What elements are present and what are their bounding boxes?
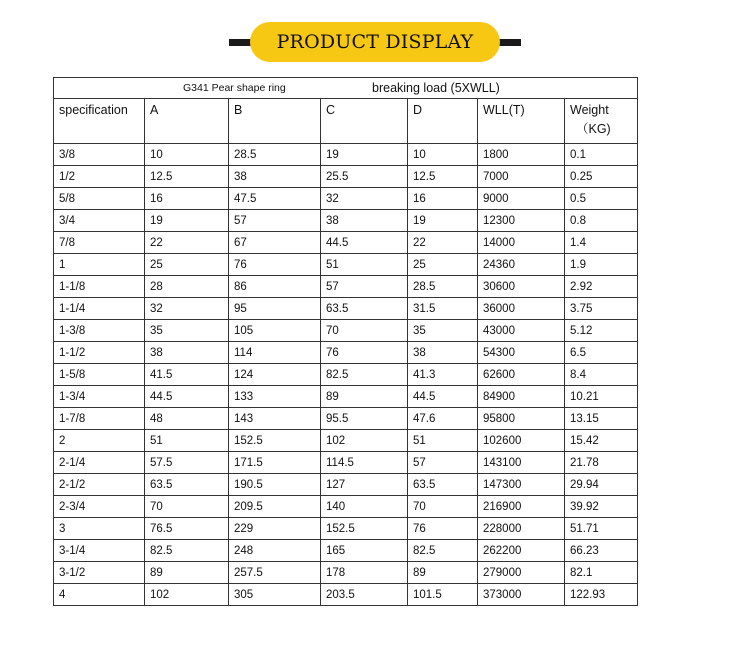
cell-a: 44.5	[145, 386, 229, 408]
cell-b: 28.5	[229, 144, 321, 166]
cell-c: 25.5	[321, 166, 408, 188]
cell-wll: 9000	[478, 188, 565, 210]
cell-weight: 2.92	[565, 276, 638, 298]
cell-spec: 1-3/8	[54, 320, 145, 342]
cell-spec: 1-3/4	[54, 386, 145, 408]
cell-c: 19	[321, 144, 408, 166]
cell-b: 105	[229, 320, 321, 342]
cell-wll: 24360	[478, 254, 565, 276]
cell-weight: 6.5	[565, 342, 638, 364]
banner-title: PRODUCT DISPLAY	[276, 31, 474, 53]
cell-c: 57	[321, 276, 408, 298]
cell-b: 133	[229, 386, 321, 408]
cell-weight: 5.12	[565, 320, 638, 342]
cell-weight: 0.1	[565, 144, 638, 166]
cell-wll: 36000	[478, 298, 565, 320]
cell-d: 63.5	[408, 474, 478, 496]
cell-c: 76	[321, 342, 408, 364]
cell-c: 82.5	[321, 364, 408, 386]
table-row	[54, 386, 638, 408]
cell-wll: 1800	[478, 144, 565, 166]
cell-weight: 122.93	[565, 584, 638, 606]
table-row	[54, 298, 638, 320]
cell-c: 89	[321, 386, 408, 408]
cell-c: 38	[321, 210, 408, 232]
cell-b: 143	[229, 408, 321, 430]
cell-spec: 2-1/2	[54, 474, 145, 496]
table-row	[54, 452, 638, 474]
cell-b: 57	[229, 210, 321, 232]
cell-a: 41.5	[145, 364, 229, 386]
cell-d: 10	[408, 144, 478, 166]
cell-c: 51	[321, 254, 408, 276]
header-a: A	[145, 99, 229, 144]
cell-a: 76.5	[145, 518, 229, 540]
table-row	[54, 518, 638, 540]
cell-d: 70	[408, 496, 478, 518]
table-title-cell	[54, 78, 638, 99]
cell-spec: 2-3/4	[54, 496, 145, 518]
header-d: D	[408, 99, 478, 144]
cell-wll: 12300	[478, 210, 565, 232]
cell-a: 63.5	[145, 474, 229, 496]
cell-d: 25	[408, 254, 478, 276]
cell-weight: 0.25	[565, 166, 638, 188]
cell-a: 12.5	[145, 166, 229, 188]
cell-c: 32	[321, 188, 408, 210]
cell-a: 57.5	[145, 452, 229, 474]
cell-d: 101.5	[408, 584, 478, 606]
table-row	[54, 496, 638, 518]
cell-b: 209.5	[229, 496, 321, 518]
cell-c: 102	[321, 430, 408, 452]
cell-weight: 15.42	[565, 430, 638, 452]
cell-wll: 43000	[478, 320, 565, 342]
cell-d: 57	[408, 452, 478, 474]
cell-weight: 1.9	[565, 254, 638, 276]
cell-spec: 2-1/4	[54, 452, 145, 474]
cell-a: 35	[145, 320, 229, 342]
cell-weight: 29.94	[565, 474, 638, 496]
spec-table	[53, 77, 638, 606]
cell-spec: 2	[54, 430, 145, 452]
cell-wll: 62600	[478, 364, 565, 386]
cell-weight: 0.8	[565, 210, 638, 232]
cell-d: 31.5	[408, 298, 478, 320]
cell-spec: 1-1/4	[54, 298, 145, 320]
cell-b: 171.5	[229, 452, 321, 474]
cell-b: 257.5	[229, 562, 321, 584]
cell-c: 140	[321, 496, 408, 518]
cell-c: 95.5	[321, 408, 408, 430]
cell-weight: 66.23	[565, 540, 638, 562]
cell-d: 51	[408, 430, 478, 452]
cell-spec: 4	[54, 584, 145, 606]
cell-wll: 95800	[478, 408, 565, 430]
cell-a: 51	[145, 430, 229, 452]
cell-weight: 13.15	[565, 408, 638, 430]
table-row	[54, 210, 638, 232]
cell-d: 44.5	[408, 386, 478, 408]
table-row	[54, 342, 638, 364]
cell-a: 16	[145, 188, 229, 210]
cell-d: 28.5	[408, 276, 478, 298]
cell-a: 38	[145, 342, 229, 364]
table-header-row	[54, 99, 638, 144]
cell-a: 32	[145, 298, 229, 320]
table-row	[54, 584, 638, 606]
header-weight	[565, 99, 638, 144]
cell-weight: 1.4	[565, 232, 638, 254]
cell-d: 19	[408, 210, 478, 232]
table-row	[54, 474, 638, 496]
cell-wll: 147300	[478, 474, 565, 496]
cell-wll: 373000	[478, 584, 565, 606]
cell-b: 47.5	[229, 188, 321, 210]
cell-weight: 82.1	[565, 562, 638, 584]
cell-a: 25	[145, 254, 229, 276]
cell-b: 86	[229, 276, 321, 298]
cell-a: 22	[145, 232, 229, 254]
cell-spec: 3/8	[54, 144, 145, 166]
cell-weight: 51.71	[565, 518, 638, 540]
table-row	[54, 364, 638, 386]
product-name: G341 Pear shape ring	[183, 82, 286, 94]
cell-a: 70	[145, 496, 229, 518]
cell-a: 19	[145, 210, 229, 232]
table-row	[54, 408, 638, 430]
cell-weight: 39.92	[565, 496, 638, 518]
product-display-banner	[0, 22, 750, 62]
cell-b: 38	[229, 166, 321, 188]
cell-c: 70	[321, 320, 408, 342]
cell-d: 82.5	[408, 540, 478, 562]
cell-b: 67	[229, 232, 321, 254]
table-title-row	[54, 78, 638, 99]
cell-a: 28	[145, 276, 229, 298]
cell-d: 76	[408, 518, 478, 540]
cell-wll: 228000	[478, 518, 565, 540]
header-b: B	[229, 99, 321, 144]
header-wll: WLL(T)	[478, 99, 565, 144]
cell-wll: 30600	[478, 276, 565, 298]
cell-weight: 21.78	[565, 452, 638, 474]
cell-wll: 143100	[478, 452, 565, 474]
cell-spec: 1	[54, 254, 145, 276]
header-specification: specification	[54, 99, 145, 144]
header-weight-label: Weight	[570, 103, 609, 117]
cell-a: 102	[145, 584, 229, 606]
cell-spec: 3-1/2	[54, 562, 145, 584]
cell-weight: 8.4	[565, 364, 638, 386]
table-row	[54, 166, 638, 188]
cell-spec: 1/2	[54, 166, 145, 188]
cell-b: 95	[229, 298, 321, 320]
cell-b: 229	[229, 518, 321, 540]
cell-c: 178	[321, 562, 408, 584]
cell-c: 127	[321, 474, 408, 496]
cell-spec: 3/4	[54, 210, 145, 232]
cell-wll: 7000	[478, 166, 565, 188]
table-row	[54, 540, 638, 562]
cell-wll: 262200	[478, 540, 565, 562]
cell-b: 248	[229, 540, 321, 562]
cell-d: 89	[408, 562, 478, 584]
cell-b: 114	[229, 342, 321, 364]
cell-a: 48	[145, 408, 229, 430]
cell-d: 16	[408, 188, 478, 210]
cell-a: 89	[145, 562, 229, 584]
cell-spec: 3	[54, 518, 145, 540]
cell-a: 10	[145, 144, 229, 166]
breaking-load-label: breaking load (5XWLL)	[372, 81, 500, 95]
cell-d: 35	[408, 320, 478, 342]
cell-weight: 3.75	[565, 298, 638, 320]
cell-spec: 1-7/8	[54, 408, 145, 430]
header-c: C	[321, 99, 408, 144]
cell-spec: 1-1/2	[54, 342, 145, 364]
cell-b: 152.5	[229, 430, 321, 452]
cell-spec: 1-5/8	[54, 364, 145, 386]
cell-spec: 7/8	[54, 232, 145, 254]
cell-wll: 54300	[478, 342, 565, 364]
cell-wll: 102600	[478, 430, 565, 452]
cell-c: 114.5	[321, 452, 408, 474]
cell-wll: 216900	[478, 496, 565, 518]
cell-c: 44.5	[321, 232, 408, 254]
table-row	[54, 144, 638, 166]
cell-wll: 279000	[478, 562, 565, 584]
cell-wll: 14000	[478, 232, 565, 254]
table-row	[54, 188, 638, 210]
cell-weight: 10.21	[565, 386, 638, 408]
table-row	[54, 254, 638, 276]
cell-c: 63.5	[321, 298, 408, 320]
cell-d: 22	[408, 232, 478, 254]
cell-b: 76	[229, 254, 321, 276]
cell-d: 47.6	[408, 408, 478, 430]
table-row	[54, 320, 638, 342]
cell-b: 124	[229, 364, 321, 386]
cell-weight: 0.5	[565, 188, 638, 210]
cell-wll: 84900	[478, 386, 565, 408]
cell-c: 152.5	[321, 518, 408, 540]
cell-b: 305	[229, 584, 321, 606]
table-row	[54, 562, 638, 584]
table-row	[54, 276, 638, 298]
cell-d: 38	[408, 342, 478, 364]
cell-d: 12.5	[408, 166, 478, 188]
cell-d: 41.3	[408, 364, 478, 386]
cell-b: 190.5	[229, 474, 321, 496]
table-row	[54, 232, 638, 254]
table-row	[54, 430, 638, 452]
cell-spec: 5/8	[54, 188, 145, 210]
cell-c: 165	[321, 540, 408, 562]
cell-a: 82.5	[145, 540, 229, 562]
header-weight-unit: （KG)	[576, 122, 611, 136]
cell-spec: 1-1/8	[54, 276, 145, 298]
cell-spec: 3-1/4	[54, 540, 145, 562]
cell-c: 203.5	[321, 584, 408, 606]
banner-pill	[250, 22, 500, 62]
